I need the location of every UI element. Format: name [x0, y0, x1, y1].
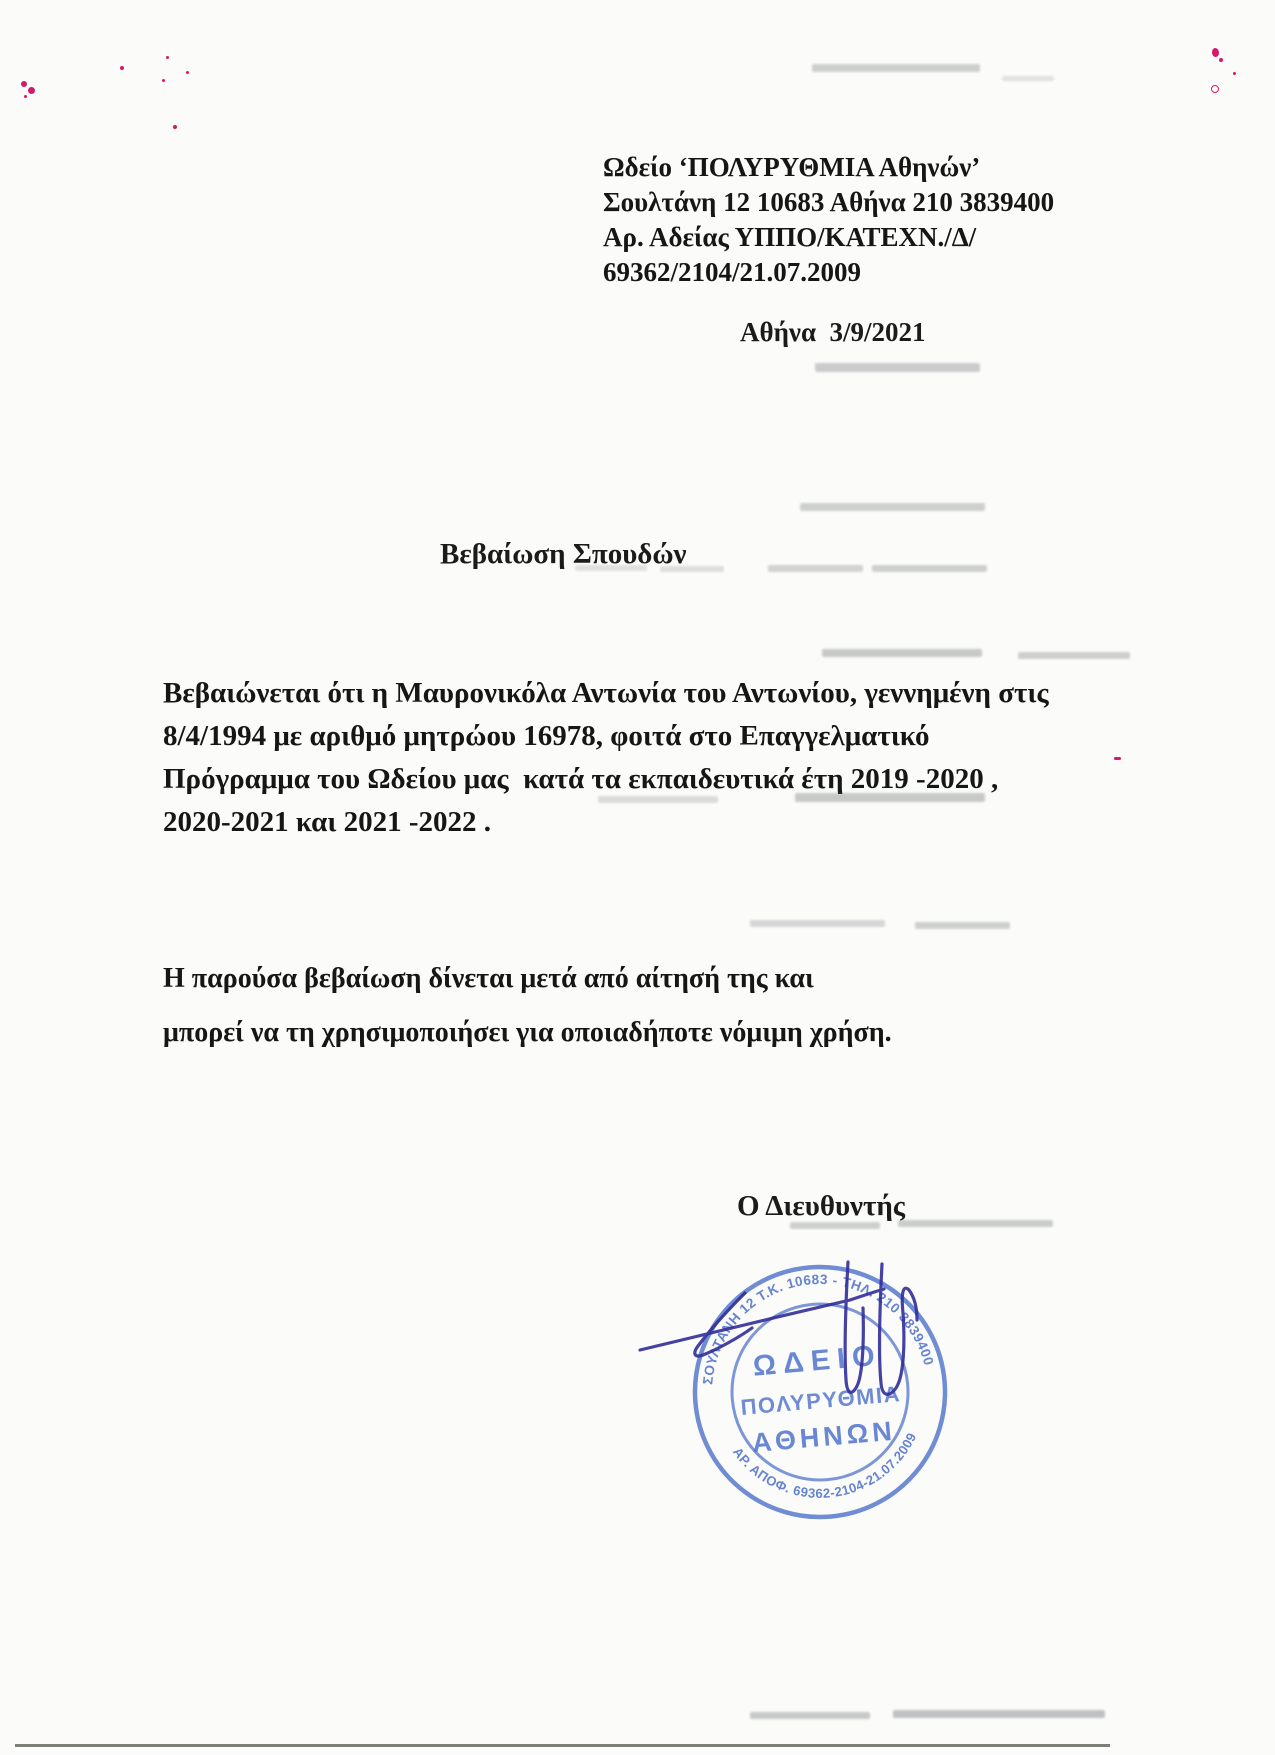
closing-line: μπορεί να τη χρησιμοποιήσει για οποιαδήποτε νόμιμη χρήση.	[163, 1017, 892, 1048]
scan-smudge	[822, 649, 982, 657]
scan-smudge	[768, 565, 863, 572]
director-title: Ο Διευθυντής	[737, 1190, 906, 1222]
ink-speck	[166, 56, 169, 59]
stamp-arc-top-text: ΣΟΥΛΤΑΝΗ 12 Τ.Κ. 10683 - ΤΗΛ. 210 3839400	[700, 1271, 937, 1386]
date-line: Αθήνα 3/9/2021	[740, 317, 926, 347]
letterhead-license-label: Αρ. Αδείας ΥΠΠΟ/ΚΑΤΕΧΝ./Δ/	[603, 222, 977, 252]
stamp-arc-bottom-text: ΑΡ. ΑΠΟΦ. 69362-2104-21.07.2009	[729, 1430, 920, 1501]
scan-smudge	[815, 363, 980, 372]
scan-smudge	[898, 1220, 1053, 1227]
letterhead-conservatory-name: Ωδείο ‘ΠΟΛΥΡΥΘΜΙΑ Αθηνών’	[603, 152, 981, 182]
scan-smudge	[790, 1222, 880, 1229]
scan-smudge	[795, 793, 985, 802]
body-paragraph	[163, 672, 1049, 844]
body-line: Πρόγραμμα του Ωδείου μας κατά τα εκπαιδευτικά έτη 2019 -2020 ,	[163, 763, 999, 795]
stamp-center-line2: ΠΟΛΥΡΥΘΜΙΑ	[739, 1381, 902, 1420]
scan-smudge	[800, 503, 985, 511]
ink-speck	[24, 95, 27, 98]
ink-speck	[1212, 48, 1219, 57]
closing-line: Η παρούσα βεβαίωση δίνεται μετά από αίτησή της και	[163, 963, 814, 994]
ink-speck	[120, 66, 124, 70]
scan-edge-line	[15, 1744, 1110, 1747]
letterhead-license-number: 69362/2104/21.07.2009	[603, 257, 862, 287]
stamp-center-line3: ΑΘΗΝΩΝ	[750, 1415, 897, 1459]
ink-speck	[186, 71, 189, 74]
scan-smudge	[660, 566, 724, 572]
body-line: 2020-2021 και 2021 -2022 .	[163, 806, 492, 838]
ink-speck	[162, 79, 165, 82]
signature-stroke	[845, 1262, 863, 1392]
scan-smudge	[598, 796, 718, 803]
scan-smudge	[915, 922, 1010, 929]
ink-speck	[1114, 757, 1121, 760]
body-line: 8/4/1994 με αριθμό μητρώου 16978, φοιτά στο Επαγγελματικό	[163, 720, 930, 752]
scan-smudge	[750, 920, 885, 927]
letterhead-address-phone: Σουλτάνη 12 10683 Αθήνα 210 3839400	[603, 187, 1055, 217]
signature-stroke	[879, 1264, 917, 1394]
ink-speck	[1219, 58, 1223, 62]
scan-smudge	[812, 64, 980, 72]
letterhead	[603, 150, 1054, 290]
scan-smudge	[1018, 652, 1130, 659]
scan-smudge	[893, 1710, 1105, 1718]
body-line: Βεβαιώνεται ότι η Μαυρονικόλα Αντωνία του Αντωνίου, γεννημένη στις	[163, 677, 1049, 709]
scan-smudge	[1002, 76, 1054, 81]
document-title: Βεβαίωση Σπουδών	[440, 538, 687, 570]
ink-speck	[28, 87, 35, 94]
stamp-center-line1: ΩΔΕΙΟ	[751, 1339, 883, 1383]
ink-speck	[173, 125, 177, 129]
ink-speck	[21, 81, 27, 87]
scan-smudge	[575, 565, 647, 571]
signature-ink	[600, 1248, 930, 1413]
ink-speck	[1233, 72, 1236, 75]
scan-smudge	[872, 565, 987, 572]
ink-speck	[1211, 85, 1219, 93]
closing-paragraph	[163, 952, 892, 1060]
scan-smudge	[750, 1712, 870, 1719]
